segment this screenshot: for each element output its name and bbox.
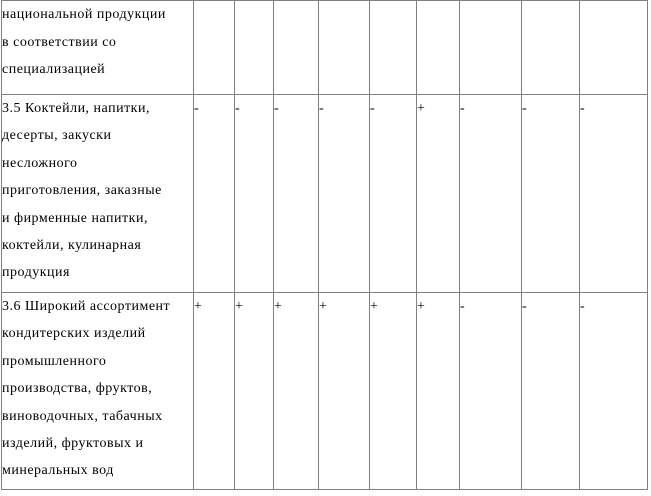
row-label-cell — [2, 293, 194, 490]
table-row — [2, 293, 648, 490]
mark-cell — [235, 293, 274, 490]
cell-mark: - — [460, 101, 465, 116]
cell-mark: - — [319, 101, 324, 116]
row-label-line: минеральных вод — [2, 463, 114, 479]
mark-cell — [274, 95, 319, 293]
cell-mark: - — [370, 101, 375, 116]
row-label-cell — [2, 1, 194, 95]
cell-mark: - — [580, 299, 585, 314]
mark-cell — [194, 95, 235, 293]
mark-cell — [522, 95, 580, 293]
table-body — [2, 1, 648, 490]
row-label-line: продукция — [2, 265, 70, 281]
mark-cell — [460, 1, 522, 95]
cell-mark: - — [460, 299, 465, 314]
mark-cell — [235, 95, 274, 293]
mark-cell — [522, 293, 580, 490]
row-label-line: изделий, фруктовых и — [2, 436, 144, 452]
cell-mark: - — [522, 299, 527, 314]
mark-cell — [417, 293, 460, 490]
mark-cell — [370, 1, 417, 95]
mark-cell — [274, 1, 319, 95]
mark-cell — [460, 293, 522, 490]
row-label-line: коктейли, кулинарная — [2, 238, 142, 254]
mark-cell — [319, 293, 370, 490]
mark-cell — [522, 1, 580, 95]
mark-cell — [194, 293, 235, 490]
cell-mark: - — [522, 101, 527, 116]
cell-mark: + — [194, 299, 202, 314]
table-row — [2, 95, 648, 293]
row-label-cell — [2, 95, 194, 293]
row-label-line: десерты, закуски — [2, 128, 112, 144]
row-label-line: кондитерских изделий — [2, 326, 146, 342]
row-label-line: виноводочных, табачных — [2, 408, 163, 424]
cell-mark: - — [194, 101, 199, 116]
cell-mark: - — [274, 101, 279, 116]
cell-mark: + — [274, 299, 282, 314]
row-label-line: промышленного — [2, 353, 107, 369]
row-label-line: в соответствии со — [2, 34, 117, 50]
cell-mark: + — [417, 101, 425, 116]
row-label-line: производства, фруктов, — [2, 381, 153, 397]
mark-cell — [580, 1, 648, 95]
mark-cell — [417, 1, 460, 95]
row-label-line: 3.6 Широкий ассортимент — [2, 299, 171, 314]
cell-mark: + — [235, 299, 243, 314]
row-label-line: и фирменные напитки, — [2, 210, 148, 226]
row-label-line: 3.5 Коктейли, напитки, — [2, 101, 150, 116]
mark-cell — [417, 95, 460, 293]
cell-mark: + — [319, 299, 327, 314]
cell-mark: + — [417, 299, 425, 314]
table-row — [2, 1, 648, 95]
row-label-line: несложного — [2, 155, 78, 171]
row-label-line: приготовления, заказные — [2, 183, 162, 199]
row-label-line: национальной продукции — [2, 7, 166, 22]
mark-cell — [370, 95, 417, 293]
mark-cell — [235, 1, 274, 95]
mark-cell — [580, 95, 648, 293]
mark-cell — [319, 1, 370, 95]
document-table — [1, 0, 648, 490]
mark-cell — [319, 95, 370, 293]
cell-mark: - — [580, 101, 585, 116]
mark-cell — [580, 293, 648, 490]
mark-cell — [274, 293, 319, 490]
row-label-line: специализацией — [2, 62, 106, 77]
mark-cell — [460, 95, 522, 293]
cell-mark: - — [235, 101, 240, 116]
mark-cell — [370, 293, 417, 490]
mark-cell — [194, 1, 235, 95]
cell-mark: + — [370, 299, 378, 314]
